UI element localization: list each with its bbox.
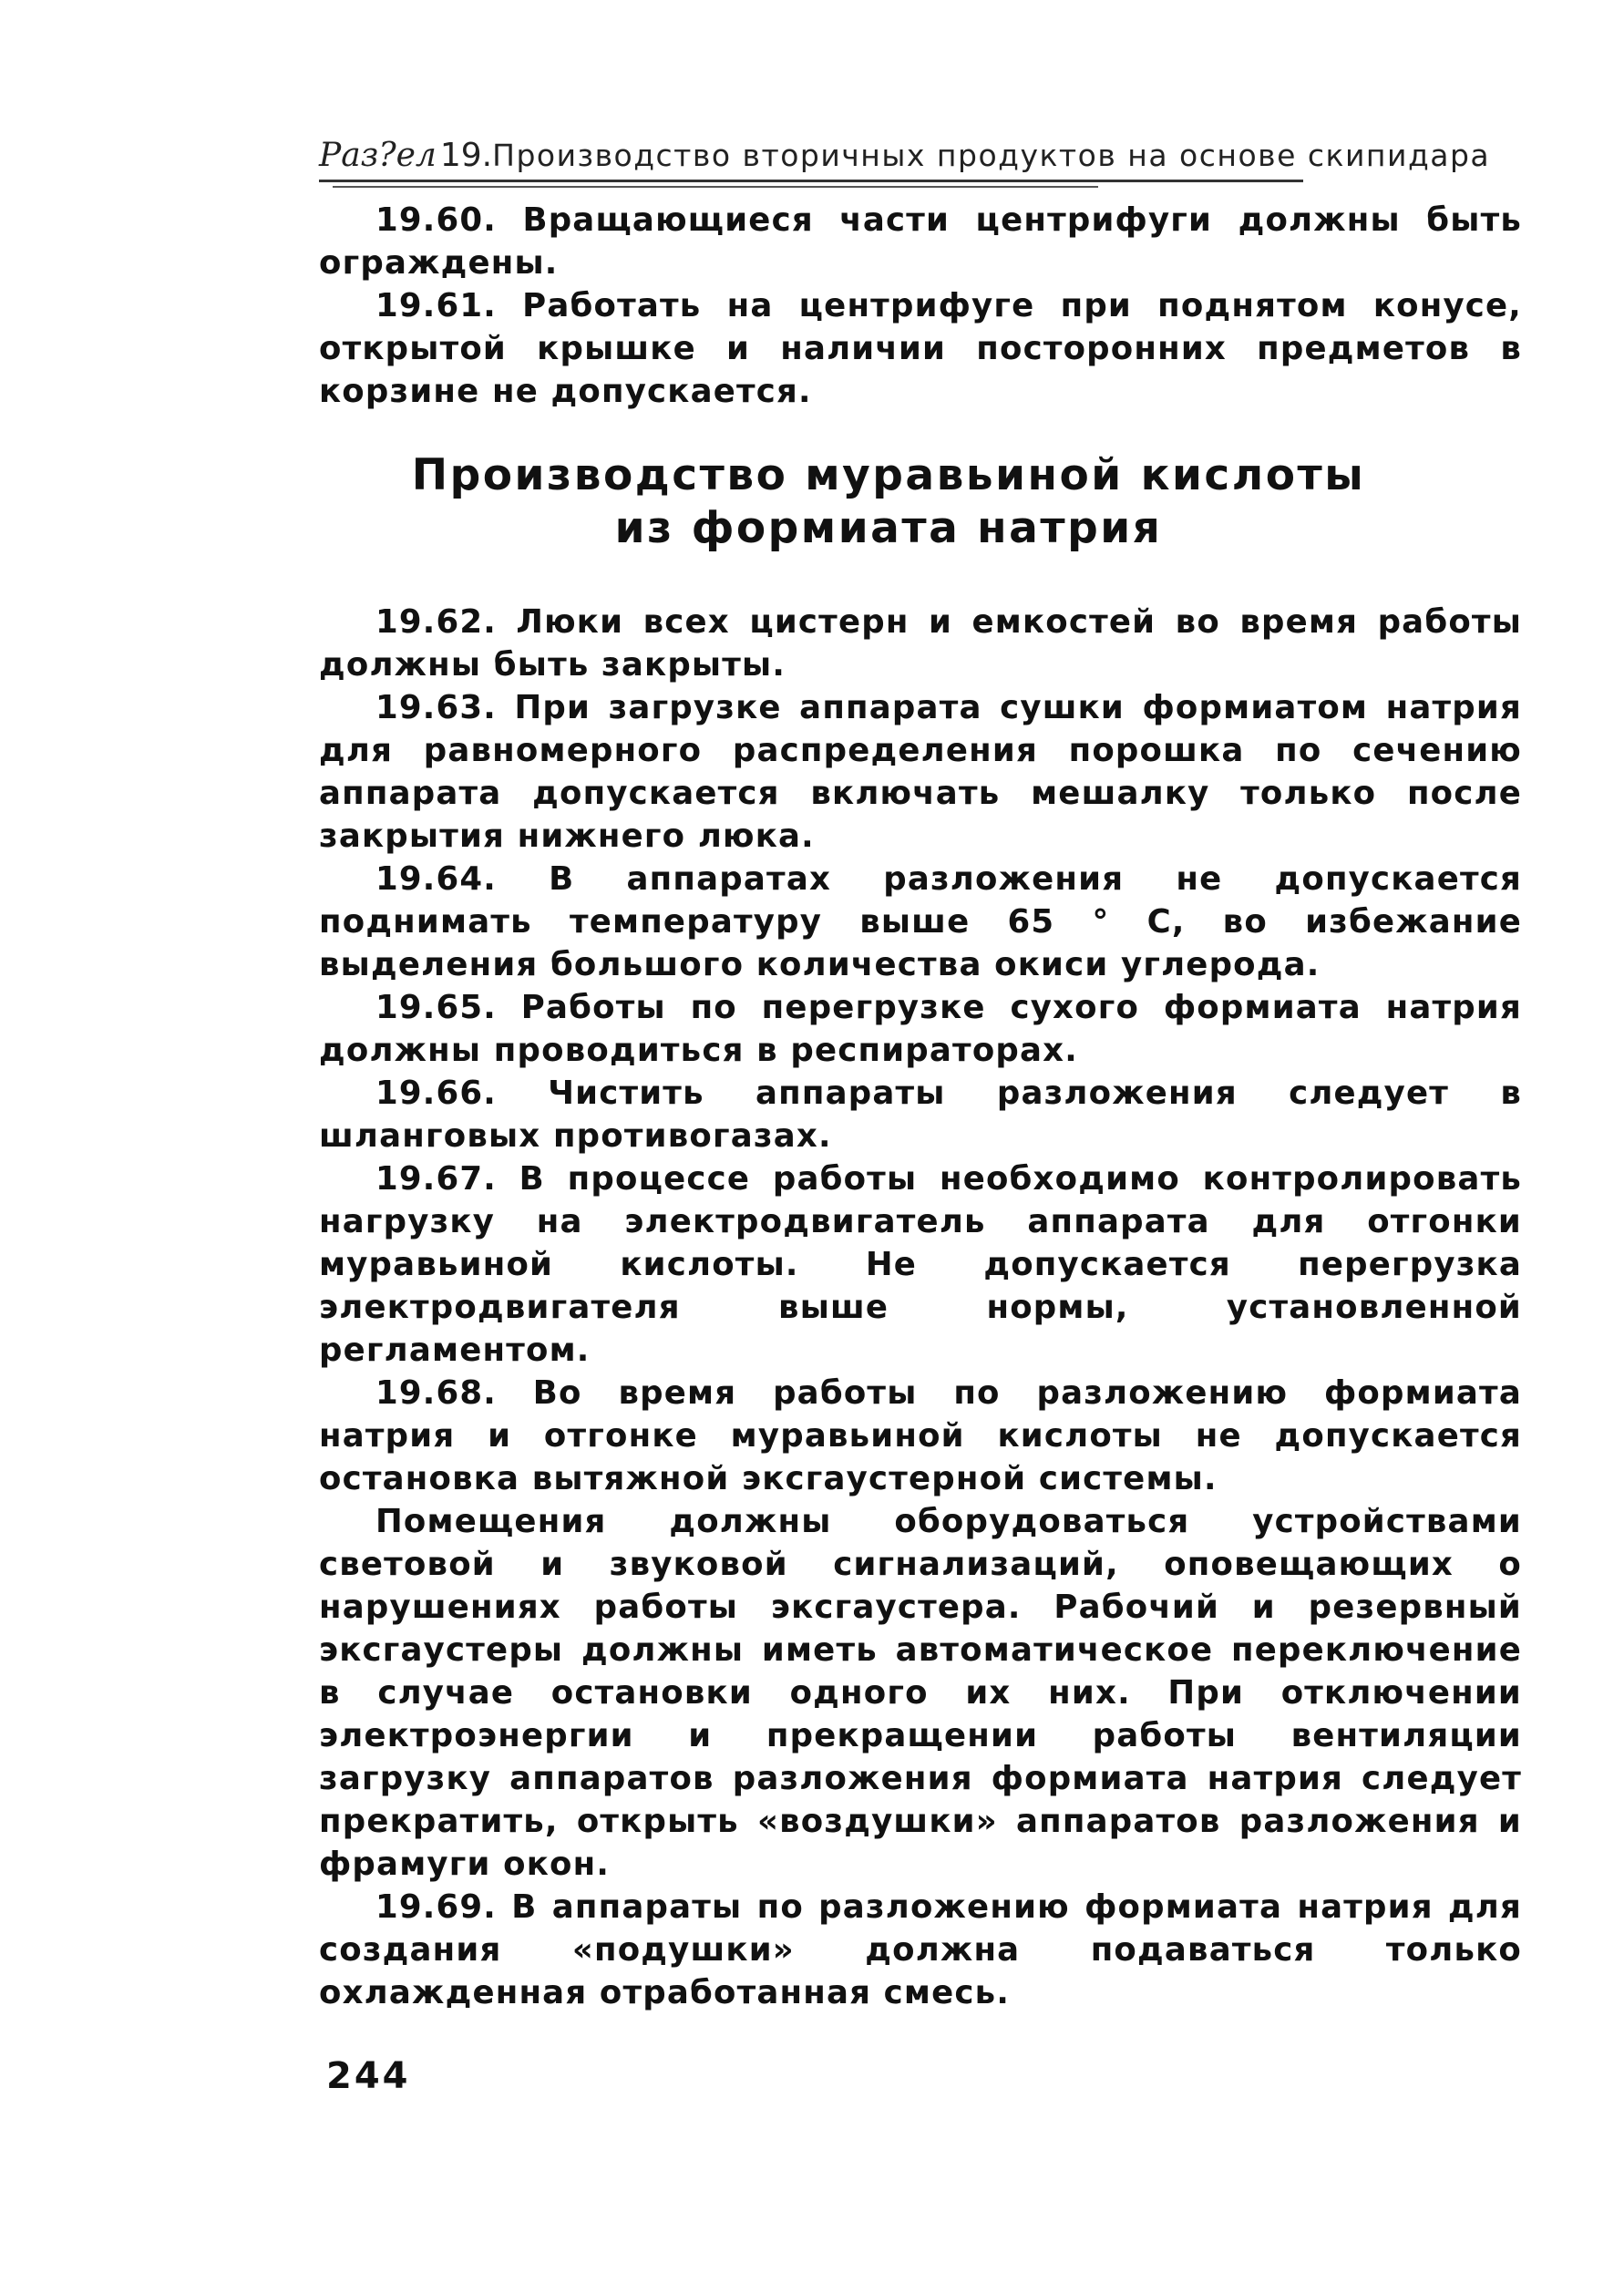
paragraph-19-62: 19.62. Люки всех цистерн и емкостей во время работы должны быть закрыты. [319, 603, 1522, 684]
paragraph-19-66: 19.66. Чистить аппараты разложения следует в шланговых противогазах. [319, 1075, 1522, 1155]
paragraph-19-60: 19.60. Вращающиеся части центрифуги должны быть ограждены. [319, 201, 1522, 282]
header-section-word: Раз?ел [319, 137, 437, 174]
paragraph-19-61: 19.61. Работать на центрифуге при поднятом конусе, открытой крышке и наличии посторонних предметов в корзине не допускается. [319, 287, 1522, 410]
paragraph-ventilation: Помещения должны оборудоваться устройствами световой и звуковой сигнализаций, оповещающих о нарушениях работы эксгаустера. Рабочий и резервный эксгаустеры должны иметь автоматическое переключение в случае остановки одного их них. При отключении электроэнергии и прекращении работы вентиляции загрузку аппаратов разложения формиата натрия следует прекратить, открыть «воздушки» аппаратов разложения и фрамуги окон. [319, 1503, 1522, 1883]
header-underline [333, 186, 1098, 188]
paragraph-19-69: 19.69. В аппараты по разложению формиата натрия для создания «подушки» должна подаваться только охлажденная отработанная смесь. [319, 1888, 1522, 2011]
section-heading-line-1: Производство муравьиной кислоты [411, 450, 1366, 500]
paragraph-19-65: 19.65. Работы по перегрузке сухого формиата натрия должны проводиться в респираторах. [319, 989, 1522, 1069]
body-text-bottom [319, 601, 1522, 2014]
header-title: Производство вторичных продуктов на основе скипидара [492, 138, 1491, 173]
section-heading [319, 449, 1522, 555]
paragraph-19-64: 19.64. В аппаратах разложения не допускается поднимать температуру выше 65 ° С, во избежание выделения большого количества окиси углерода. [319, 860, 1522, 983]
running-header [319, 137, 1491, 182]
header-chapter-number: 19. [439, 137, 493, 174]
section-heading-line-2: из формиата натрия [614, 503, 1163, 553]
paragraph-19-67: 19.67. В процессе работы необходимо контролировать нагрузку на электродвигатель аппарата для отгонки муравьиной кислоты. Не допускается перегрузка электродвигателя выше нормы, установленной регламентом. [319, 1160, 1522, 1369]
book-page [319, 137, 1522, 2014]
paragraph-19-63: 19.63. При загрузке аппарата сушки формиатом натрия для равномерного распределения порошка по сечению аппарата допускается включать мешалку только после закрытия нижнего люка. [319, 689, 1522, 855]
body-text-top [319, 199, 1522, 413]
paragraph-19-68: 19.68. Во время работы по разложению формиата натрия и отгонке муравьиной кислоты не допускается остановка вытяжной эксгаустерной системы. [319, 1374, 1522, 1497]
page-number: 244 [326, 2055, 411, 2097]
